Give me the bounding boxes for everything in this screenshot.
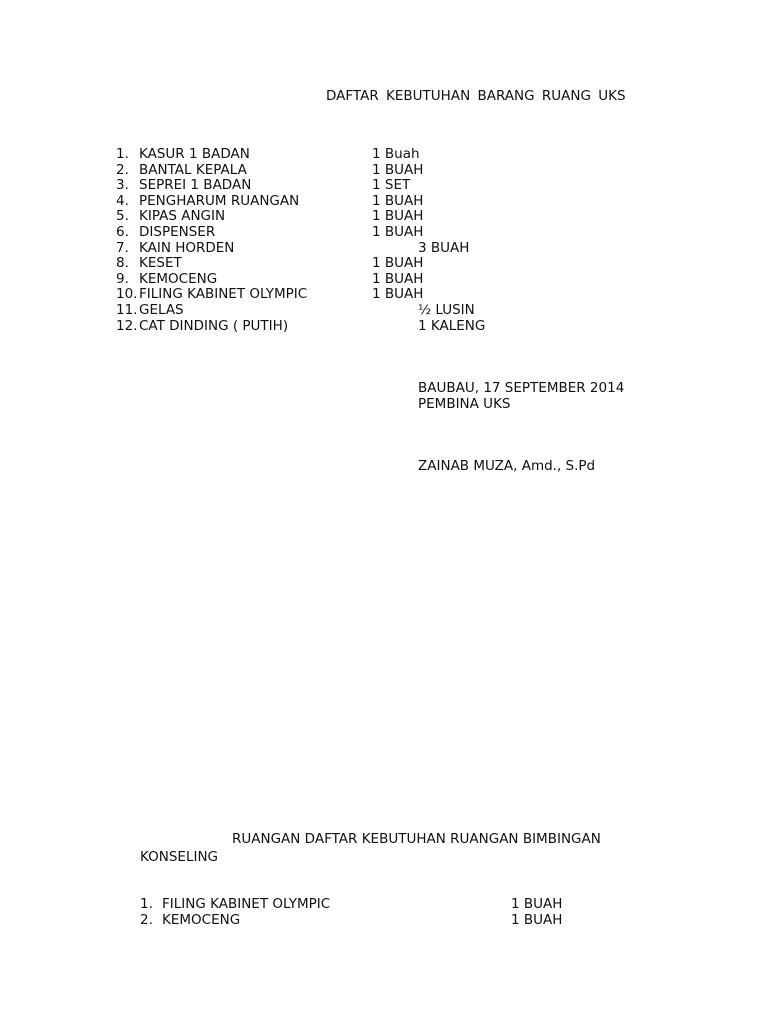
item-quantity: 1 BUAH [511, 896, 563, 912]
item-number: 3. [116, 177, 129, 194]
item-name: FILING KABINET OLYMPIC [139, 286, 308, 303]
item-number: 1. [140, 896, 153, 912]
item-name: CAT DINDING ( PUTIH) [139, 317, 289, 334]
item-number: 6. [116, 223, 129, 240]
item-quantity: 1 BUAH [511, 912, 563, 928]
signature-name: ZAINAB MUZA, Amd., S.Pd [418, 458, 596, 474]
item-quantity: 1 KALENG [418, 317, 486, 334]
document-title: DAFTAR KEBUTUHAN BARANG RUANG UKS [326, 88, 626, 104]
item-name: KAIN HORDEN [139, 239, 235, 256]
second-title-line2: KONSELING [140, 849, 219, 865]
item-quantity: 3 BUAH [418, 239, 470, 256]
item-number: 10. [116, 286, 138, 303]
item-quantity: 1 BUAH [372, 161, 424, 178]
item-number: 2. [116, 161, 129, 178]
item-quantity: 1 SET [372, 177, 411, 194]
item-quantity: 1 BUAH [372, 208, 424, 225]
item-name: KEMOCENG [139, 270, 218, 287]
item-name: KASUR 1 BADAN [139, 146, 250, 162]
item-number: 7. [116, 239, 129, 256]
item-number: 9. [116, 270, 129, 287]
item-number: 2. [140, 912, 153, 928]
signature-role: PEMBINA UKS [418, 396, 511, 412]
item-number: 8. [116, 255, 129, 272]
item-name: PENGHARUM RUANGAN [139, 192, 300, 209]
item-number: 1. [116, 146, 129, 162]
item-quantity: 1 BUAH [372, 192, 424, 209]
item-name: BANTAL KEPALA [139, 161, 247, 178]
item-quantity: 1 BUAH [372, 223, 424, 240]
item-name: FILING KABINET OLYMPIC [162, 896, 331, 912]
item-name: KEMOCENG [162, 912, 241, 928]
item-number: 4. [116, 192, 129, 209]
item-number: 11. [116, 301, 138, 318]
item-quantity: 1 BUAH [372, 286, 424, 303]
signature-place-date: BAUBAU, 17 SEPTEMBER 2014 [418, 380, 625, 396]
item-quantity: 1 BUAH [372, 255, 424, 272]
item-name: DISPENSER [139, 223, 216, 240]
item-name: KIPAS ANGIN [139, 208, 226, 225]
item-number: 12. [116, 317, 138, 334]
item-quantity: 1 Buah [372, 146, 420, 162]
item-name: KESET [139, 255, 182, 272]
item-quantity: ½ LUSIN [418, 301, 475, 318]
item-quantity: 1 BUAH [372, 270, 424, 287]
item-name: SEPREI 1 BADAN [139, 177, 252, 194]
item-number: 5. [116, 208, 129, 225]
second-title-line1: RUANGAN DAFTAR KEBUTUHAN RUANGAN BIMBINGAN [232, 831, 601, 847]
item-name: GELAS [139, 301, 184, 318]
